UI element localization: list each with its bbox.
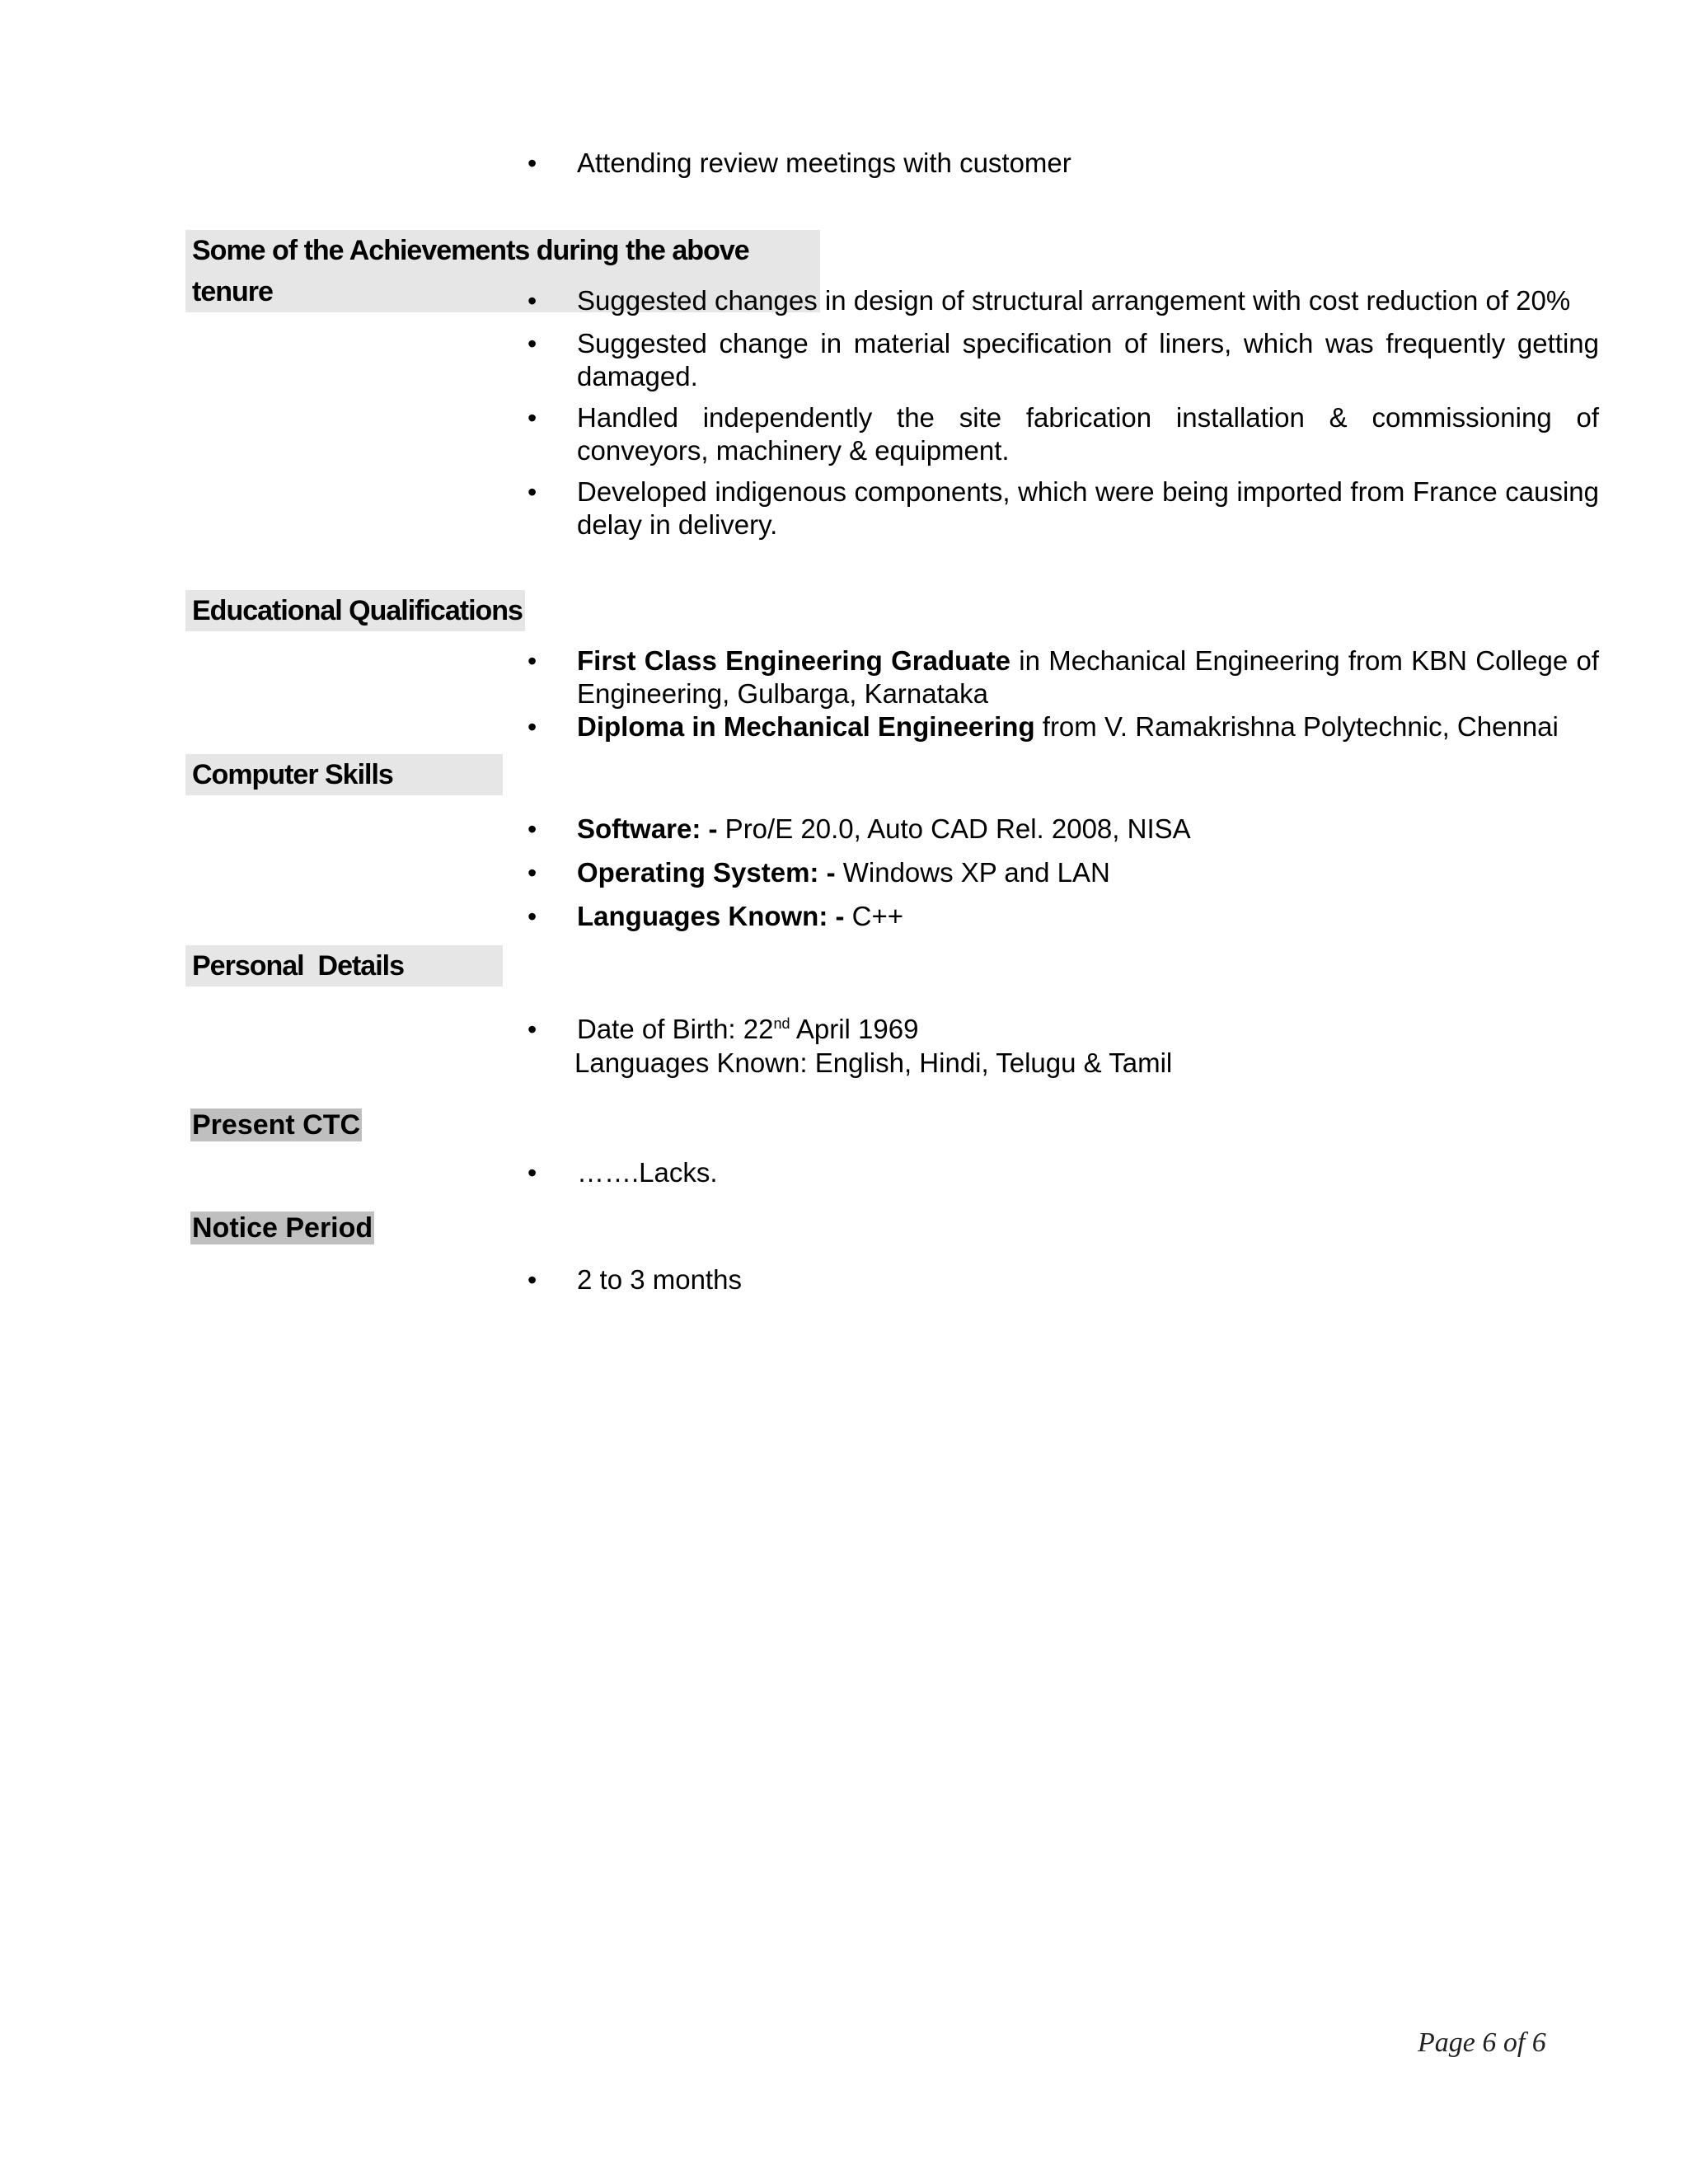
bullet-marker: • [528, 477, 537, 507]
education-item [577, 644, 1599, 710]
achievement-item: Developed indigenous components, which were being imported from France causing delay in delivery. [577, 476, 1599, 540]
bullet-marker: • [528, 403, 537, 433]
responsibility-item: Attending review meetings with customer [577, 148, 1071, 178]
bullet-marker: • [528, 148, 537, 178]
notice-value: 2 to 3 months [577, 1264, 742, 1295]
achievement-item: Suggested changes in design of structural arrangement with cost reduction of 20% [577, 285, 1571, 316]
education-item [577, 710, 1599, 743]
date-of-birth [577, 1013, 1599, 1046]
skill-item [577, 813, 1599, 846]
bullet-marker: • [528, 646, 537, 676]
dob-prefix: Date of Birth: 22 [577, 1014, 774, 1044]
bullet-marker: • [528, 1015, 537, 1044]
bullet-marker: • [528, 814, 537, 844]
skill-label: Languages Known: - [577, 901, 845, 931]
ctc-value: …….Lacks. [577, 1157, 718, 1188]
bullet-marker: • [528, 858, 537, 888]
skill-value: Pro/E 20.0, Auto CAD Rel. 2008, NISA [717, 813, 1191, 844]
bullet-marker: • [528, 712, 537, 742]
education-detail: from V. Ramakrishna Polytechnic, Chennai [1034, 711, 1559, 742]
education-detail: in Mechanical Engineering from KBN College of Engineering, Gulbarga, Karnataka [577, 645, 1599, 709]
skill-label: Software: - [577, 813, 718, 844]
section-heading-personal-details: Personal Details [185, 945, 503, 987]
dob-ordinal: nd [773, 1015, 790, 1032]
education-degree: Diploma in Mechanical Engineering [577, 711, 1035, 742]
education-degree: First Class Engineering Graduate [577, 645, 1010, 676]
section-heading-present-ctc: Present CTC [192, 1109, 361, 1141]
section-heading-computer-skills: Computer Skills [185, 754, 503, 795]
languages-known: Languages Known: English, Hindi, Telugu & Tamil [574, 1047, 1173, 1078]
bullet-marker: • [528, 1265, 537, 1295]
achievement-item: Handled independently the site fabrication installation & commissioning of conveyors, machinery & equipment. [577, 402, 1599, 466]
bullet-marker: • [528, 329, 537, 359]
bullet-marker: • [528, 286, 537, 316]
section-heading-education: Educational Qualifications [185, 590, 525, 631]
achievement-item: Suggested change in material specification of liners, which was frequently getting damaged. [577, 328, 1599, 391]
skill-label: Operating System: - [577, 857, 836, 888]
skill-value: C++ [844, 901, 904, 931]
skill-value: Windows XP and LAN [835, 857, 1110, 888]
bullet-marker: • [528, 1158, 537, 1188]
section-heading-achievements: Some of the Achievements during the above tenure [185, 230, 820, 312]
skill-item [577, 900, 1599, 933]
section-heading-notice-period: Notice Period [192, 1212, 373, 1244]
skill-item [577, 856, 1599, 889]
dob-suffix: April 1969 [790, 1014, 919, 1044]
page-number: Page 6 of 6 [1418, 2027, 1546, 2058]
bullet-marker: • [528, 902, 537, 931]
